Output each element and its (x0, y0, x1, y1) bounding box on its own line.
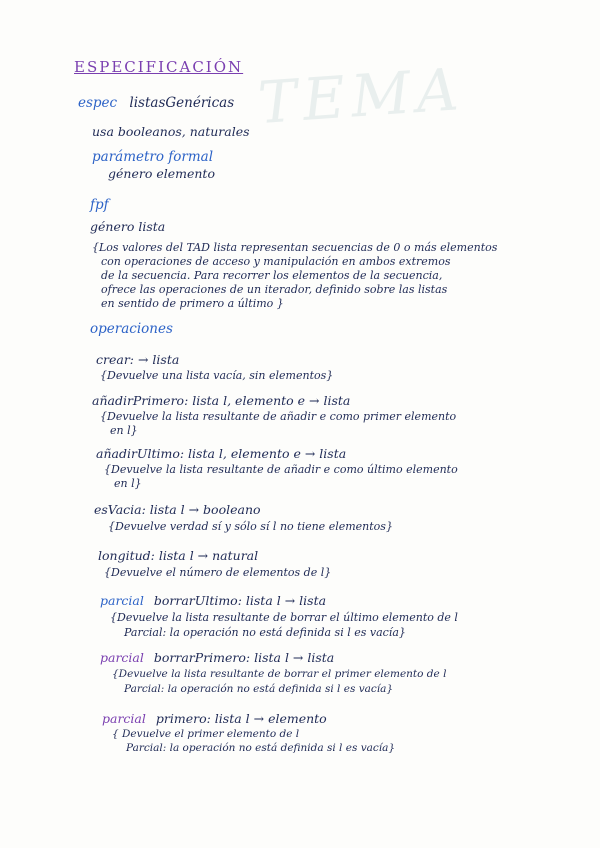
page-title: ESPECIFICACIÓN (74, 58, 244, 76)
borrarPrimero-signature: borrarPrimero: lista l → lista (153, 650, 335, 665)
crear-description: {Devuelve una lista vacía, sin elementos} (100, 369, 334, 382)
primero-description: { Devuelve el primer elemento de l (112, 728, 300, 740)
esVacia-signature: esVacia: lista l → booleano (94, 502, 261, 517)
primero-parcial: Parcial: la operación no está definida si l es vacía} (126, 742, 396, 754)
description-line-2: con operaciones de acceso y manipulación en ambos extremos (101, 255, 451, 268)
description-line-3: de la secuencia. Para recorrer los elementos de la secuencia, (101, 269, 443, 282)
anadirPrimero-description-2: en l} (110, 424, 138, 437)
borrarUltimo-line (100, 593, 326, 608)
operaciones-heading: operaciones (90, 321, 173, 337)
genero-elemento-line: género elemento (108, 166, 215, 181)
espec-line (78, 96, 234, 111)
espec-name: listasGenéricas (129, 95, 235, 111)
fpf-heading: fpf (90, 197, 109, 213)
crear-signature: crear: → lista (96, 352, 180, 367)
longitud-signature: longitud: lista l → natural (98, 548, 259, 563)
description-line-1: {Los valores del TAD lista representan secuencias de 0 o más elementos (92, 241, 498, 254)
borrarPrimero-line (100, 650, 334, 665)
esVacia-description: {Devuelve verdad sí y sólo sí l no tiene elementos} (108, 520, 393, 533)
genero-lista-text: género lista (90, 219, 166, 234)
description-line-4: ofrece las operaciones de un iterador, definido sobre las listas (101, 283, 448, 296)
borrarUltimo-signature: borrarUltimo: lista l → lista (153, 593, 327, 608)
usa-line: usa booleanos, naturales (92, 124, 250, 139)
anadirPrimero-signature: añadirPrimero: lista l, elemento e → lista (92, 393, 351, 408)
bleed-through-text: TEMA (255, 54, 467, 138)
anadirPrimero-description-1: {Devuelve la lista resultante de añadir e como primer elemento (100, 410, 457, 423)
description-line-5: en sentido de primero a último } (101, 297, 284, 310)
parcial-label: parcial (100, 650, 144, 665)
parcial-label: parcial (102, 711, 146, 726)
anadirUltimo-description-2: en l} (114, 477, 142, 490)
primero-signature: primero: lista l → elemento (155, 711, 327, 726)
borrarUltimo-description: {Devuelve la lista resultante de borrar el último elemento de l (110, 611, 458, 624)
longitud-description: {Devuelve el número de elementos de l} (104, 566, 332, 579)
borrarPrimero-parcial: Parcial: la operación no está definida si l es vacía} (124, 683, 394, 695)
espec-keyword: espec (78, 95, 118, 111)
parcial-label: parcial (100, 593, 144, 608)
anadirUltimo-description-1: {Devuelve la lista resultante de añadir e como último elemento (104, 463, 458, 476)
borrarPrimero-description: {Devuelve la lista resultante de borrar el primer elemento de l (112, 668, 447, 680)
anadirUltimo-signature: añadirUltimo: lista l, elemento e → lista (96, 446, 347, 461)
parametro-formal-heading: parámetro formal (92, 149, 214, 165)
borrarUltimo-parcial: Parcial: la operación no está definida si l es vacía} (124, 626, 406, 639)
primero-line (102, 711, 327, 726)
